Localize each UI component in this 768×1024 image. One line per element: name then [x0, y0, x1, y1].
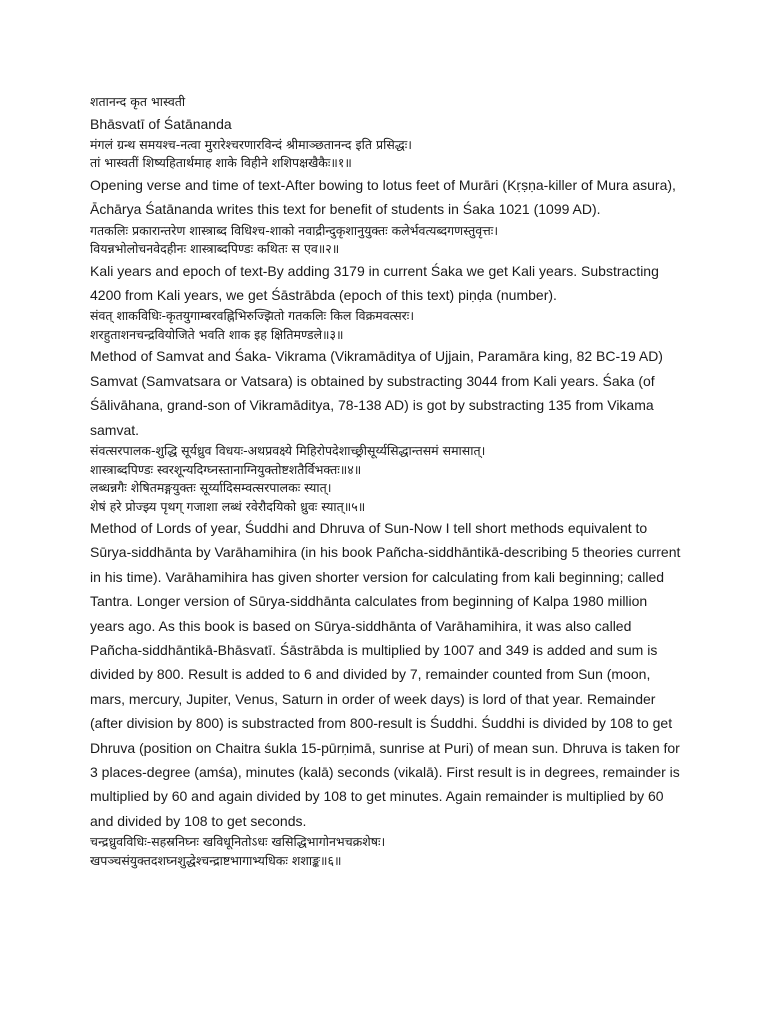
english-text-line: 4200 from Kali years, we get Śāstrābda (epoch of this text) piṇḍa (number). — [90, 287, 557, 304]
english-text-line: years ago. As this book is based on Sūrya-siddhānta of Varāhamihira, it was also called — [90, 617, 632, 634]
english-text-line: divided by 800. Result is added to 6 and divided by 7, remainder counted from Sun (moon, — [90, 666, 651, 683]
english-text-line: Dhruva (position on Chaitra śukla 15-pūrṇimā, sunrise at Puri) of mean sun. Dhruva is taken for — [90, 739, 680, 756]
document-page — [90, 93, 730, 870]
english-text-line: Tantra. Longer version of Sūrya-siddhānta calculates from beginning of Kalpa 1980 million — [90, 593, 648, 610]
english-text-line: Kali years and epoch of text-By adding 3179 in current Śaka we get Kali years. Substracting — [90, 262, 659, 279]
english-text-line: Pañcha-siddhāntikā-Bhāsvatī. Śāstrābda is multiplied by 1007 and 349 is added and sum is — [90, 641, 658, 658]
sanskrit-verse-line: गतकलिः प्रकारान्तरेण शास्त्राब्द विधिश्च-शाको नवाद्रीन्दुकृशानुयुक्तः कलेर्भवत्यब्दगणस्तुवृत्तः। — [90, 222, 499, 238]
sanskrit-verse-line: लब्धन्नगैः शेषितमङ्गयुक्तः सूर्य्यादिसम्वत्सरपालकः स्यात्। — [90, 480, 332, 496]
sanskrit-verse-line: संवत्सरपालक-शुद्धि सूर्यध्रुव विधयः-अथप्रवक्ष्ये मिहिरोपदेशाच्छ्रीसूर्य्यसिद्धान्तसमं समासात्। — [90, 443, 486, 459]
english-text-line: Method of Lords of year, Śuddhi and Dhruva of Sun-Now I tell short methods equivalent to — [90, 520, 648, 537]
english-text-line: multiplied by 60 and again divided by 108 to get minutes. Again remainder is multiplied by 60 — [90, 788, 664, 805]
english-text-line: Sūrya-siddhānta by Varāhamihira (in his book Pañcha-siddhāntikā-describing 5 theories current — [90, 544, 681, 561]
english-text-line: mars, mercury, Jupiter, Venus, Saturn in order of week days) is lord of that year. Remainder — [90, 690, 656, 707]
sanskrit-verse-line: शरहुताशनचन्द्रवियोजिते भवति शाक इह क्षितिमण्डले॥३॥ — [90, 326, 344, 342]
sanskrit-verse-line: खपञ्चसंयुक्तदशघ्नशुद्धेश्चन्द्राष्टभागाभ्यधिकः शशाङ्क॥६॥ — [90, 852, 342, 868]
english-text-line: Bhāsvatī of Śatānanda — [90, 115, 232, 132]
sanskrit-verse-line: चन्द्रध्रुवविधिः-सहस्रनिघ्नः खविधूनितोऽधः खसिद्धिभागोनभचक्रशेषः। — [90, 834, 386, 850]
sanskrit-verse-line: तां भास्वतीं शिष्यहितार्थमाह शाके विहीने शशिपक्षखैकैः॥१॥ — [90, 155, 352, 171]
sanskrit-verse-line: शेषं हरे प्रोज्झ्य पृथग् गजाशा लब्धं रवेरौदयिको ध्रुवः स्यात्॥५॥ — [90, 498, 366, 514]
english-text-line: in his time). Varāhamihira has given shorter version for calculating from kali beginning; called — [90, 568, 665, 585]
sanskrit-verse-line: संवत् शाकविधिः-कृतयुगाम्बरवह्निभिरुज्झितो गतकलिः किल विक्रमवत्सरः। — [90, 308, 415, 324]
sanskrit-verse-line: वियन्नभोलोचनवेदहीनः शास्त्राब्दपिण्डः कथितः स एव॥२॥ — [90, 241, 340, 257]
english-text-line: Opening verse and time of text-After bowing to lotus feet of Murāri (Kṛṣṇa-killer of Mura asura), — [90, 176, 676, 193]
sanskrit-verse-line: मंगलं ग्रन्थ समयश्च-नत्वा मुरारेश्चरणारविन्दं श्रीमाञ्छतानन्द इति प्रसिद्धः। — [90, 136, 413, 152]
english-text-line: samvat. — [90, 421, 140, 438]
english-text-line: Method of Samvat and Śaka- Vikrama (Vikramāditya of Ujjain, Paramāra king, 82 BC-19 AD) — [90, 348, 663, 365]
english-text-line: and divided by 108 to get seconds. — [90, 812, 307, 829]
sanskrit-verse-line: शतानन्द कृत भास्वती — [90, 94, 186, 109]
english-text-line: Āchārya Śatānanda writes this text for benefit of students in Śaka 1021 (1099 AD). — [90, 201, 601, 218]
english-text-line: 3 places-degree (amśa), minutes (kalā) seconds (vikalā). First result is in degrees, remainder is — [90, 763, 680, 780]
english-text-line: (after division by 800) is substracted from 800-result is Śuddhi. Śuddhi is divided by 108 to get — [90, 715, 673, 732]
english-text-line: Samvat (Samvatsara or Vatsara) is obtained by substracting 3044 from Kali years. Śaka (of — [90, 372, 655, 389]
english-text-line: Śālivāhana, grand-son of Vikramāditya, 78-138 AD) is got by substracting 135 from Vikama — [90, 397, 654, 414]
sanskrit-verse-line: शास्त्राब्दपिण्डः स्वरशून्यदिग्घ्नस्तानाग्नियुक्तोष्टशतैर्विभक्तः॥४॥ — [90, 461, 362, 477]
